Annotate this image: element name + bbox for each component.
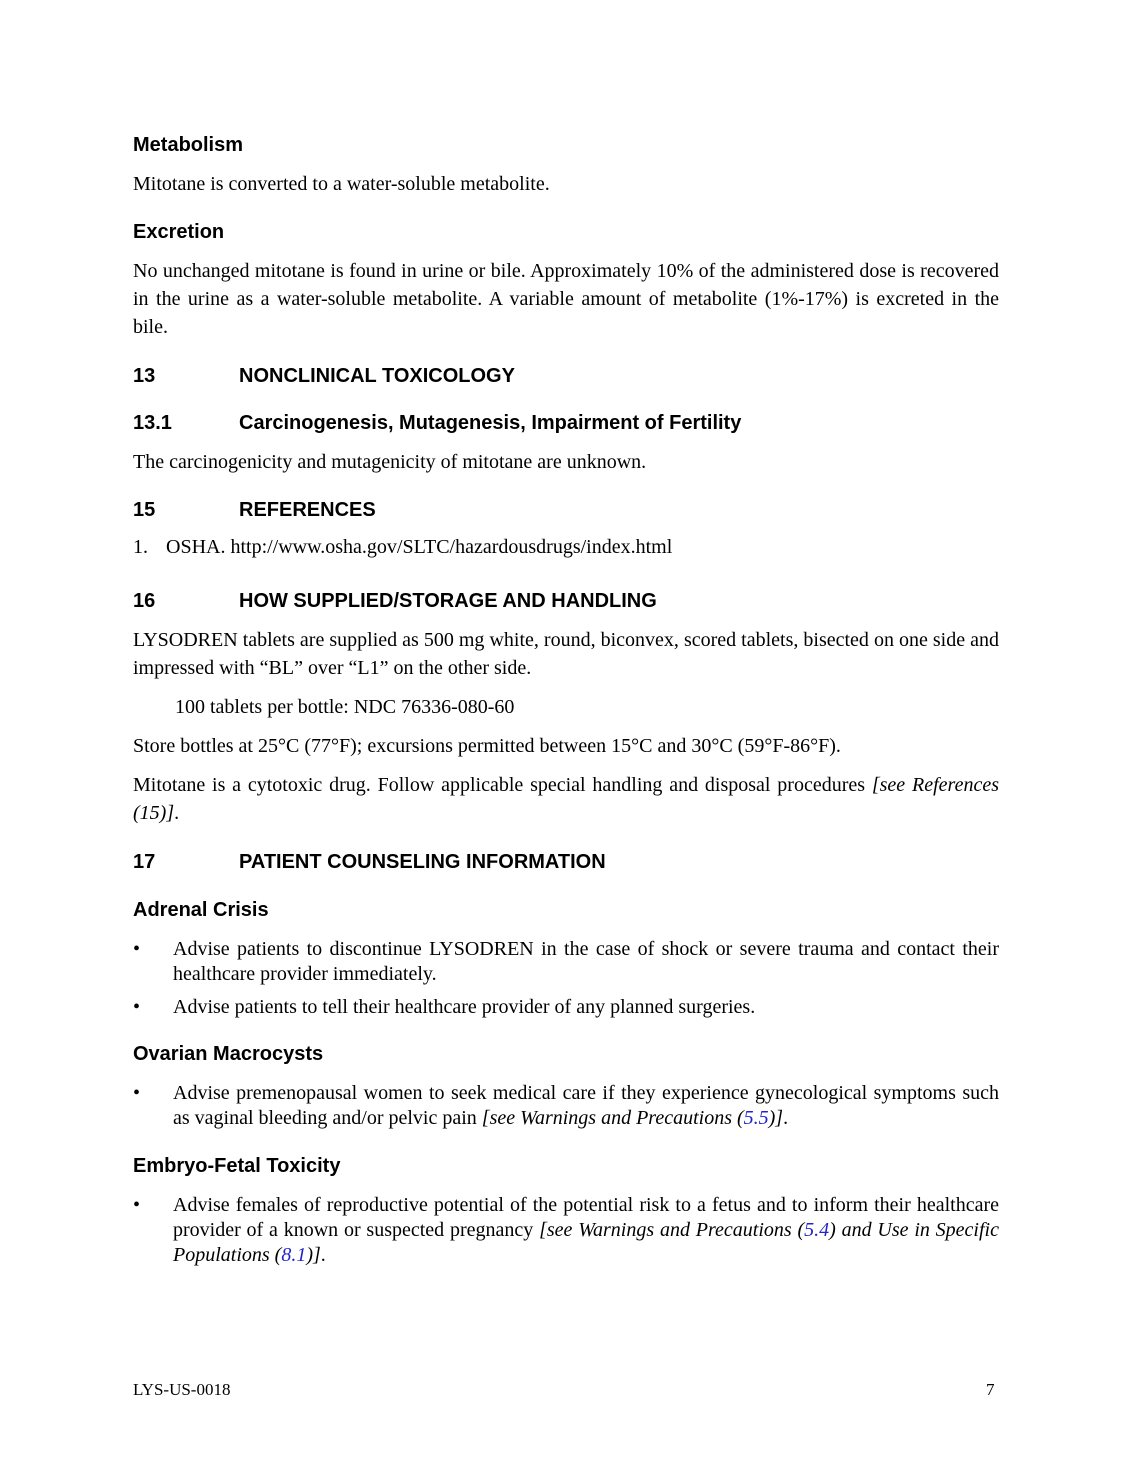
list-item: • Advise patients to discontinue LYSODREN in the case of shock or severe trauma and contact their healthcare provider immediately. bbox=[133, 938, 999, 985]
list-item: • Advise patients to tell their healthcare provider of any planned surgeries. bbox=[133, 996, 756, 1018]
bullet-icon: • bbox=[133, 1082, 141, 1104]
section-title: REFERENCES bbox=[239, 499, 376, 521]
section-number: 17 bbox=[133, 851, 156, 873]
bullet-icon: • bbox=[133, 1194, 141, 1216]
supply-text: LYSODREN tablets are supplied as 500 mg white, round, biconvex, scored tablets, bisected on one side and impressed with “BL” over “L1” on the other side. bbox=[133, 629, 999, 679]
section-13-1-heading bbox=[133, 412, 741, 435]
section-link-5-4[interactable]: 5.4 bbox=[804, 1219, 830, 1241]
section-title: NONCLINICAL TOXICOLOGY bbox=[239, 365, 515, 387]
reference-number: 1. bbox=[133, 536, 148, 558]
bullet-icon: • bbox=[133, 938, 141, 960]
cross-reference: [see References (15)] bbox=[133, 774, 999, 824]
metabolism-text: Mitotane is converted to a water-soluble metabolite. bbox=[133, 173, 550, 195]
section-13-1-text: The carcinogenicity and mutagenicity of mitotane are unknown. bbox=[133, 451, 647, 473]
embryo-fetal-toxicity-heading: Embryo-Fetal Toxicity bbox=[133, 1155, 341, 1177]
storage-text: Store bottles at 25°C (77°F); excursions permitted between 15°C and 30°C (59°F-86°F). bbox=[133, 735, 841, 757]
list-item: • Advise premenopausal women to seek medical care if they experience gynecological symptoms such as vaginal bleeding and/or pelvic pain [see Warnings and Precautions (5.5)]. bbox=[133, 1082, 999, 1129]
list-item: • Advise females of reproductive potential of the potential risk to a fetus and to inform their healthcare provider of a known or suspected pregnancy [see Warnings and Precautions (5.4) and Use in Specific Populations (8.1)]. bbox=[133, 1194, 999, 1266]
package-ndc-text: 100 tablets per bottle: NDC 76336-080-60 bbox=[175, 696, 515, 718]
ovarian-macrocysts-heading: Ovarian Macrocysts bbox=[133, 1043, 324, 1065]
section-title: HOW SUPPLIED/STORAGE AND HANDLING bbox=[239, 590, 657, 612]
section-title: PATIENT COUNSELING INFORMATION bbox=[239, 851, 606, 873]
section-number: 13.1 bbox=[133, 412, 172, 434]
section-link-5-5[interactable]: 5.5 bbox=[743, 1107, 769, 1129]
section-number: 13 bbox=[133, 365, 156, 387]
bullet-icon: • bbox=[133, 996, 141, 1018]
reference-item bbox=[133, 536, 672, 559]
excretion-text: No unchanged mitotane is found in urine or bile. Approximately 10% of the administered dose is recovered in the urine as a water-soluble metabolite. A variable amount of metabolite (1%-17%) is excreted in the bile. bbox=[133, 260, 999, 338]
section-number: 15 bbox=[133, 499, 156, 521]
reference-text: OSHA. http://www.osha.gov/SLTC/hazardousdrugs/index.html bbox=[166, 536, 673, 558]
section-13-heading bbox=[133, 365, 515, 388]
section-16-heading bbox=[133, 590, 657, 613]
section-title: Carcinogenesis, Mutagenesis, Impairment of Fertility bbox=[239, 412, 742, 434]
excretion-heading: Excretion bbox=[133, 221, 225, 243]
footer-page-number: 7 bbox=[986, 1380, 995, 1399]
section-17-heading bbox=[133, 851, 606, 874]
footer-doc-id: LYS-US-0018 bbox=[133, 1380, 231, 1399]
section-15-heading bbox=[133, 499, 376, 522]
adrenal-crisis-heading: Adrenal Crisis bbox=[133, 899, 269, 921]
handling-text: Mitotane is a cytotoxic drug. Follow applicable special handling and disposal procedures [see References (15)]. bbox=[133, 774, 999, 824]
section-number: 16 bbox=[133, 590, 156, 612]
metabolism-heading: Metabolism bbox=[133, 134, 244, 156]
section-link-8-1[interactable]: 8.1 bbox=[281, 1244, 307, 1266]
